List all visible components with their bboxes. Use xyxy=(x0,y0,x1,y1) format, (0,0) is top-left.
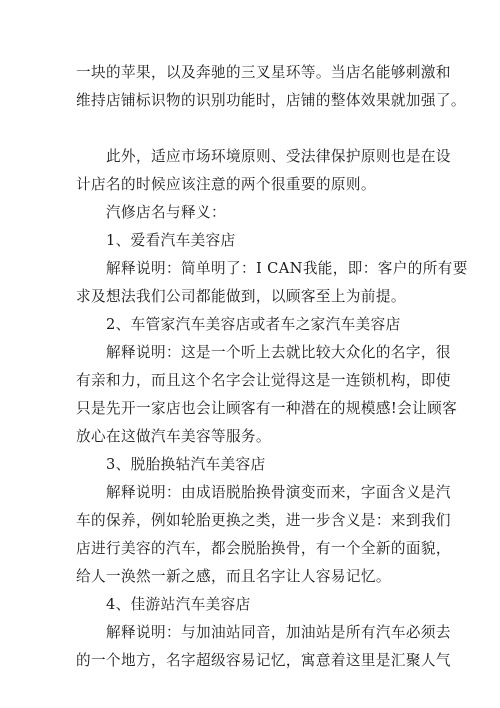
item-title: 4、佳游站汽车美容店 xyxy=(106,596,251,613)
item-title: 3、脱胎换轱汽车美容店 xyxy=(106,456,266,473)
text-line: 给人一涣然一新之感，而且名字让人容易记忆。 xyxy=(76,568,391,585)
paragraph-first-line: 解释说明：与加油站同音，加油站是所有汽车必须去 xyxy=(106,624,451,641)
paragraph-first-line: 此外，适应市场环境原则、受法律保护原则也是在设 xyxy=(106,148,451,165)
paragraph-first-line: 解释说明：这是一个听上去就比较大众化的名字，很 xyxy=(106,344,451,361)
text-line: 求及想法我们公司都能做到，以顾客至上为前提。 xyxy=(76,288,406,305)
text-line: 有亲和力，而且这个名字会让觉得这是一连锁机构，即使 xyxy=(76,372,451,389)
paragraph-first-line: 解释说明：由成语脱胎换骨演变而来，字面含义是汽 xyxy=(106,484,451,501)
item-title: 2、车管家汽车美容店或者车之家汽车美容店 xyxy=(106,316,401,333)
text-line: 车的保养，例如轮胎更换之类，进一步含义是：来到我们 xyxy=(76,512,451,529)
text-line: 维持店铺标识物的识别功能时，店铺的整体效果就加强了。 xyxy=(76,92,466,109)
text-line: 店进行美容的汽车，都会脱胎换骨，有一个全新的面貌， xyxy=(76,540,451,557)
text-line: 只是先开一家店也会让顾客有一种潜在的规模感!会让顾客 xyxy=(76,400,458,417)
paragraph-first-line: 解释说明：简单明了：I CAN我能，即：客户的所有要 xyxy=(106,260,468,277)
item-title: 1、爱看汽车美容店 xyxy=(106,232,236,249)
text-line: 放心在这做汽车美容等服务。 xyxy=(76,428,271,445)
text-line: 计店名的时候应该注意的两个很重要的原则。 xyxy=(76,176,376,193)
section-heading: 汽修店名与释义： xyxy=(106,204,226,221)
text-line: 一块的苹果，以及奔驰的三叉星环等。当店名能够刺激和 xyxy=(76,64,451,81)
text-line: 的一个地方，名字超级容易记忆，寓意着这里是汇聚人气 xyxy=(76,652,451,669)
